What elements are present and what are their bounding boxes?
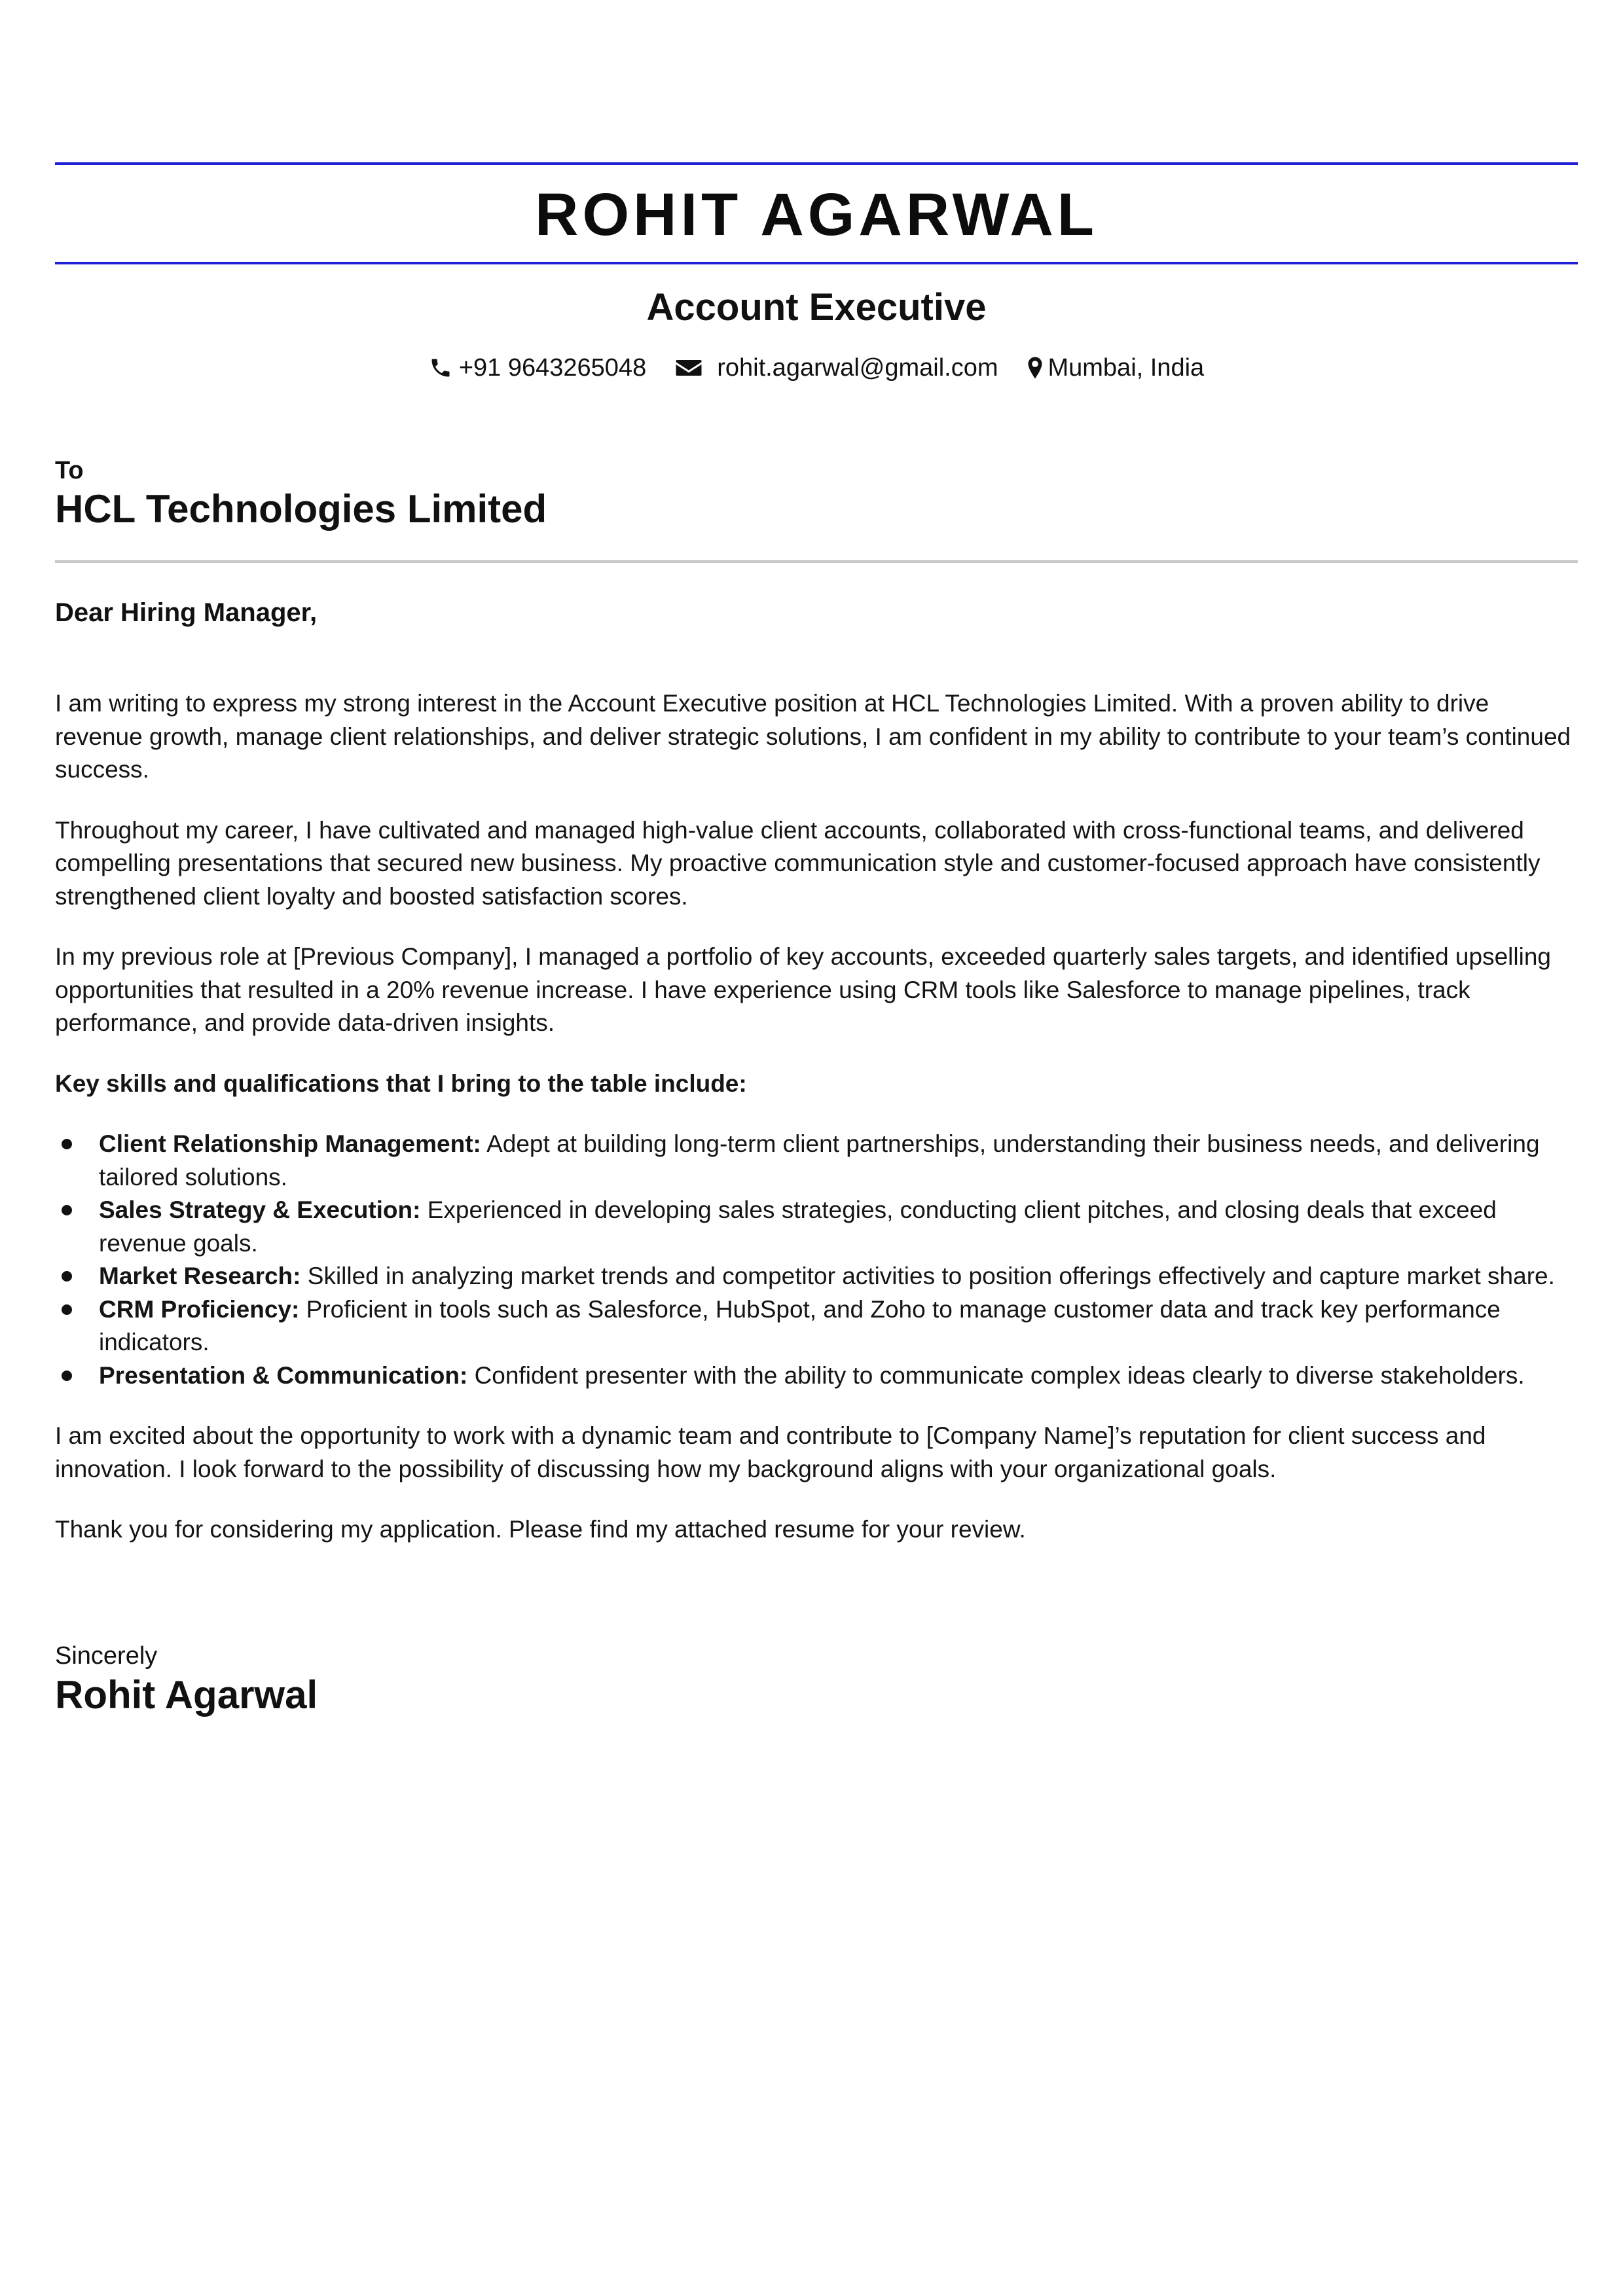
contact-line <box>55 348 1578 387</box>
skill-description: Adept at building long-term client partnerships, understanding their business needs, and delivering tailored solutions. <box>99 1130 1540 1191</box>
signoff: Sincerely <box>55 1642 158 1670</box>
skills-list <box>55 1128 1578 1392</box>
contact-location <box>1027 348 1204 387</box>
skill-item <box>55 1194 1578 1260</box>
bullet-icon <box>62 1139 72 1149</box>
header-bottom-rule <box>55 262 1578 264</box>
skill-title: Client Relationship Management: <box>99 1130 481 1157</box>
closing-paragraph: Thank you for considering my application. Please find my attached resume for your review. <box>55 1516 1026 1543</box>
bullet-icon <box>62 1205 72 1215</box>
skill-title: Sales Strategy & Execution: <box>99 1196 421 1223</box>
skill-item <box>55 1128 1578 1194</box>
phone-number: +91 9643265048 <box>458 354 647 382</box>
location-text: Mumbai, India <box>1048 354 1205 382</box>
skill-description: Proficient in tools such as Salesforce, HubSpot, and Zoho to manage customer data and track key performance indicators. <box>99 1295 1501 1355</box>
skill-item <box>55 1359 1578 1393</box>
skill-title: Presentation & Communication: <box>99 1361 468 1389</box>
job-title: Account Executive <box>646 286 987 329</box>
body-paragraph: Throughout my career, I have cultivated and managed high-value client accounts, collaborated with cross-functional teams, and delivered compelling presentations that secured new business. My proactive communication style and customer-focused approach have consistently strengthened client loyalty and boosted satisfaction scores. <box>55 816 1541 910</box>
email-address: rohit.agarwal@gmail.com <box>717 354 998 382</box>
applicant-name: ROHIT AGARWAL <box>535 181 1098 248</box>
skill-item <box>55 1293 1578 1359</box>
bullet-icon <box>62 1304 72 1315</box>
skill-title: Market Research: <box>99 1263 301 1289</box>
signature-name: Rohit Agarwal <box>55 1673 318 1717</box>
contact-phone <box>429 348 646 387</box>
closing-paragraph: I am excited about the opportunity to work with a dynamic team and contribute to [Company Name]’s reputation for client success and innovation. I look forward to the possibility of discussing how my background aligns with your organizational goals. <box>55 1422 1486 1482</box>
envelope-icon <box>675 356 702 380</box>
greeting: Dear Hiring Manager, <box>55 598 318 627</box>
skill-description: Experienced in developing sales strategies, conducting client pitches, and closing deals that exceed revenue goals. <box>99 1196 1497 1257</box>
phone-icon <box>429 356 452 380</box>
letter-body <box>55 687 1578 1574</box>
to-label: To <box>55 457 84 484</box>
skills-heading: Key skills and qualifications that I bring to the table include: <box>55 1069 747 1097</box>
skill-title: CRM Proficiency: <box>99 1295 300 1323</box>
skill-description: Confident presenter with the ability to communicate complex ideas clearly to diverse stakeholders. <box>474 1361 1525 1389</box>
body-paragraph: In my previous role at [Previous Company], I managed a portfolio of key accounts, exceeded quarterly sales targets, and identified upselling opportunities that resulted in a 20% revenue increase. I have experience using CRM tools like Salesforce to manage pipelines, track performance, and provide data-driven insights. <box>55 943 1551 1036</box>
section-divider <box>55 560 1578 563</box>
body-paragraph: I am writing to express my strong interest in the Account Executive position at HCL Technologies Limited. With a proven ability to drive revenue growth, manage client relationships, and deliver strategic solutions, I am confident in my ability to contribute to your team’s continued success. <box>55 690 1571 783</box>
cover-letter-page <box>55 0 1578 2296</box>
bullet-icon <box>62 1371 72 1381</box>
map-marker-icon <box>1027 356 1044 380</box>
bullet-icon <box>62 1271 72 1282</box>
recipient-company: HCL Technologies Limited <box>55 487 547 531</box>
skill-item <box>55 1260 1578 1293</box>
skill-description: Skilled in analyzing market trends and competitor activities to position offerings effectively and capture market share. <box>307 1263 1555 1289</box>
header-top-rule <box>55 162 1578 165</box>
contact-email <box>675 348 998 387</box>
